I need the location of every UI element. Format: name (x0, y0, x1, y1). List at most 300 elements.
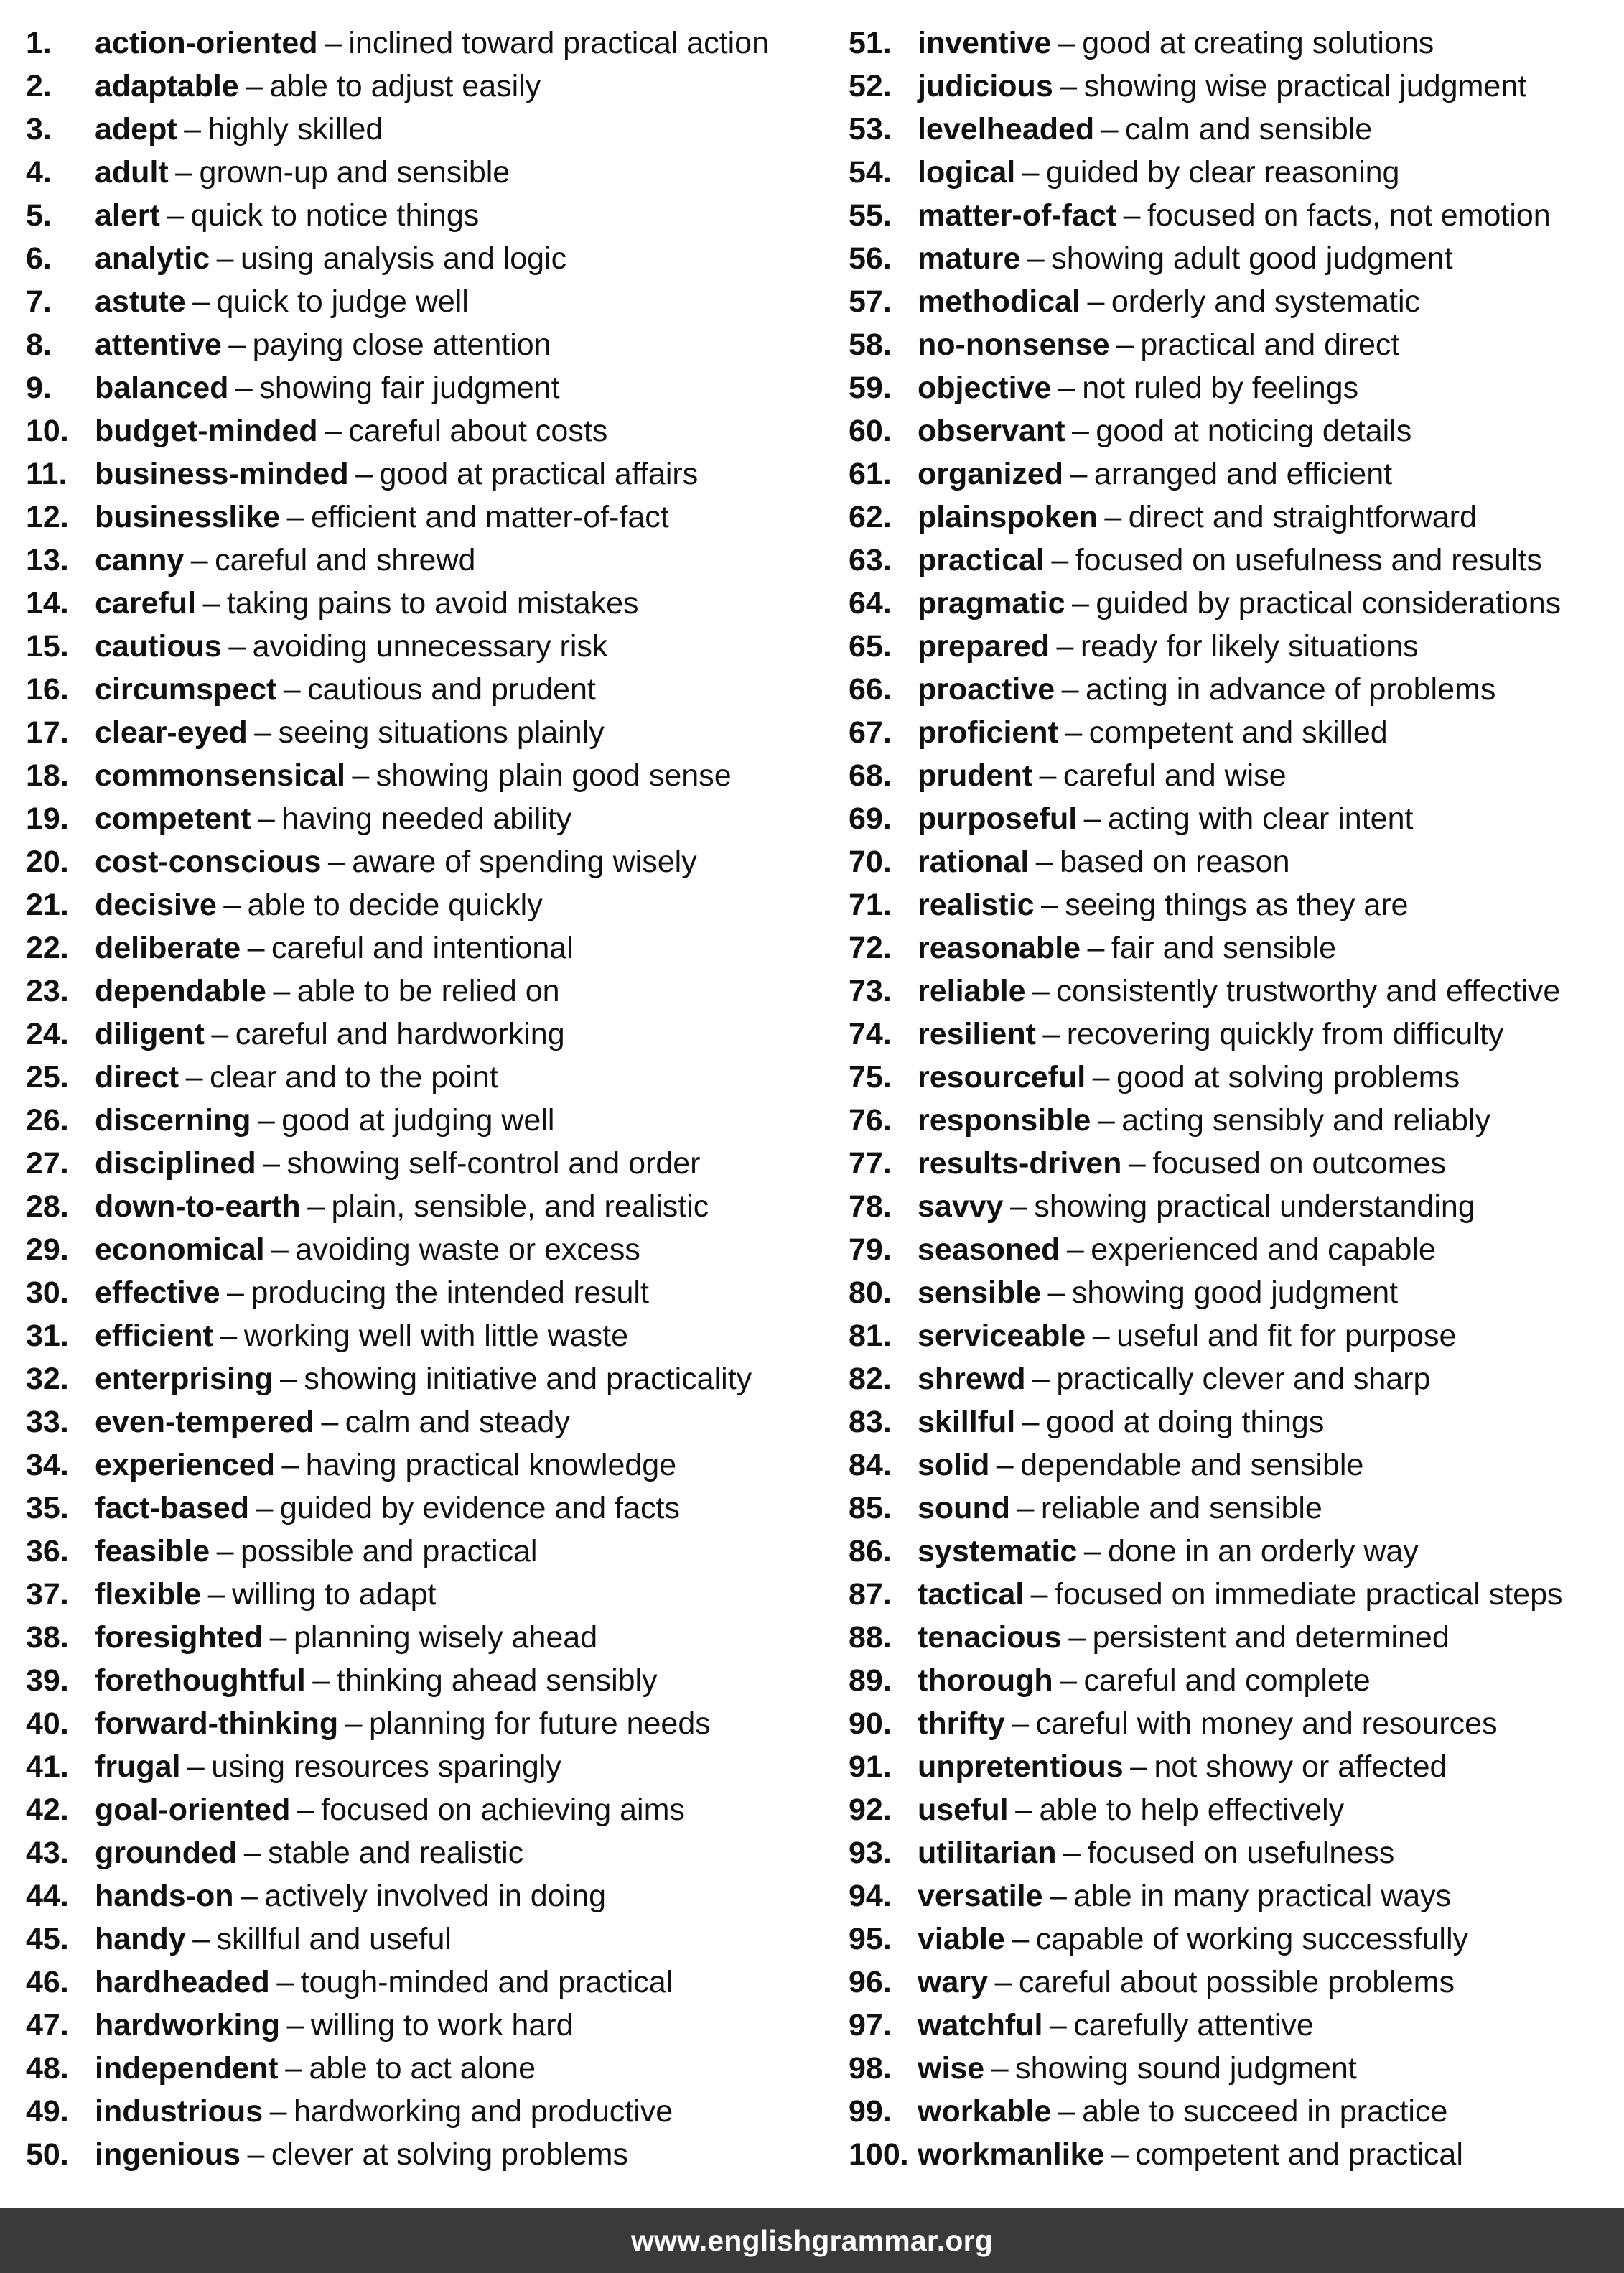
entry-word: prudent (918, 758, 1033, 793)
entry-definition: good at creating solutions (1082, 26, 1434, 60)
word-entry (26, 2004, 816, 2047)
entry-number: 76. (849, 1103, 892, 1138)
entry-definition: able to adjust easily (269, 69, 541, 103)
entry-definition: careful about costs (348, 414, 608, 448)
entry-separator: – (235, 371, 253, 405)
word-entry (849, 1702, 1620, 1745)
word-entry (849, 840, 1620, 883)
entry-word: versatile (918, 1879, 1043, 1913)
entry-number: 98. (849, 2051, 892, 2086)
entry-separator: – (216, 241, 234, 276)
entry-number: 97. (849, 2008, 892, 2042)
entry-separator: – (216, 1534, 234, 1568)
entry-separator: – (1058, 26, 1075, 60)
entry-number: 28. (26, 1189, 69, 1224)
entry-word: budget-minded (95, 414, 318, 448)
entry-definition: fair and sensible (1111, 931, 1337, 965)
entry-word: judicious (918, 69, 1053, 103)
word-entry (849, 1099, 1620, 1142)
entry-word: effective (95, 1275, 220, 1310)
entry-number: 86. (849, 1534, 892, 1568)
entry-separator: – (325, 26, 342, 60)
word-entry (26, 1400, 816, 1444)
entry-word: industrious (95, 2094, 263, 2129)
word-entry (26, 926, 816, 970)
entry-number: 38. (26, 1620, 69, 1655)
entry-number: 13. (26, 543, 69, 577)
entry-definition: calm and sensible (1125, 112, 1373, 147)
entry-separator: – (192, 1922, 210, 1956)
entry-definition: able to decide quickly (247, 888, 543, 922)
word-entry (26, 970, 816, 1013)
word-entry (26, 1573, 816, 1616)
entry-number: 40. (26, 1706, 69, 1741)
entry-word: hands-on (95, 1879, 234, 1913)
entry-separator: – (1092, 1060, 1110, 1094)
entry-number: 46. (26, 1965, 69, 1999)
entry-number: 47. (26, 2008, 69, 2042)
entry-separator: – (254, 715, 272, 750)
entry-definition: focused on facts, not emotion (1147, 198, 1551, 233)
entry-word: canny (95, 543, 185, 577)
entry-definition: based on reason (1060, 845, 1290, 879)
entry-word: analytic (95, 241, 210, 276)
word-entry (26, 1659, 816, 1702)
entry-separator: – (167, 198, 185, 233)
entry-definition: careful and complete (1083, 1663, 1371, 1698)
word-entry (26, 2133, 816, 2176)
entry-word: solid (918, 1448, 990, 1482)
entry-word: frugal (95, 1749, 181, 1784)
entry-number: 51. (849, 26, 892, 60)
entry-number: 63. (849, 543, 892, 577)
entry-number: 3. (26, 112, 52, 147)
entry-number: 35. (26, 1491, 69, 1525)
entry-definition: competent and skilled (1088, 715, 1388, 750)
entry-definition: consistently trustworthy and effective (1056, 974, 1561, 1008)
entry-separator: – (1042, 1017, 1060, 1051)
entry-definition: tough-minded and practical (300, 1965, 673, 1999)
entry-number: 72. (849, 931, 892, 965)
entry-definition: guided by evidence and facts (279, 1491, 680, 1525)
entry-separator: – (283, 672, 301, 707)
word-entry (849, 582, 1620, 625)
word-entry (26, 1056, 816, 1099)
entry-number: 66. (849, 672, 892, 707)
entry-definition: calm and steady (345, 1405, 570, 1439)
entry-separator: – (1065, 715, 1083, 750)
entry-number: 65. (849, 629, 892, 664)
word-entry (26, 1530, 816, 1573)
word-entry (849, 668, 1620, 711)
entry-definition: able to be relied on (297, 974, 560, 1008)
entry-separator: – (190, 543, 208, 577)
entry-word: reasonable (918, 931, 1081, 965)
entry-number: 41. (26, 1749, 69, 1784)
word-entry (849, 280, 1620, 323)
entry-definition: arranged and efficient (1093, 457, 1393, 491)
entry-definition: efficient and matter-of-fact (310, 500, 669, 534)
entry-number: 49. (26, 2094, 69, 2129)
entry-definition: working well with little waste (243, 1319, 628, 1353)
entry-number: 43. (26, 1836, 69, 1870)
entry-number: 62. (849, 500, 892, 534)
word-list-column-right (849, 22, 1620, 2176)
entry-word: handy (95, 1922, 186, 1956)
entry-definition: showing fair judgment (259, 371, 560, 405)
entry-definition: quick to judge well (216, 284, 469, 319)
word-entry (26, 1874, 816, 1918)
entry-word: wary (918, 1965, 989, 1999)
entry-word: action-oriented (95, 26, 318, 60)
entry-word: flexible (95, 1577, 202, 1612)
word-entry (26, 1314, 816, 1357)
entry-word: skillful (918, 1405, 1016, 1439)
entry-word: attentive (95, 327, 222, 362)
word-entry (849, 1788, 1620, 1831)
word-entry (26, 1487, 816, 1530)
entry-separator: – (285, 2051, 302, 2086)
entry-definition: taking pains to avoid mistakes (226, 586, 639, 620)
entry-number: 53. (849, 112, 892, 147)
entry-number: 7. (26, 284, 52, 319)
entry-separator: – (312, 1663, 330, 1698)
entry-definition: careful and intentional (271, 931, 574, 965)
word-entry (26, 1228, 816, 1271)
entry-word: goal-oriented (95, 1793, 291, 1827)
entry-number: 52. (849, 69, 892, 103)
entry-definition: having practical knowledge (305, 1448, 677, 1482)
entry-word: forward-thinking (95, 1706, 339, 1741)
entry-word: enterprising (95, 1362, 274, 1396)
entry-separator: – (1092, 1319, 1110, 1353)
entry-number: 70. (849, 845, 892, 879)
word-entry (849, 1271, 1620, 1314)
entry-definition: focused on immediate practical steps (1055, 1577, 1563, 1612)
word-entry (26, 1444, 816, 1487)
word-entry (849, 237, 1620, 280)
entry-definition: able to help effectively (1039, 1793, 1345, 1827)
entry-number: 100. (849, 2137, 909, 2172)
entry-separator: – (324, 414, 342, 448)
word-entry (849, 1013, 1620, 1056)
entry-definition: focused on outcomes (1152, 1146, 1446, 1181)
entry-separator: – (1111, 2137, 1129, 2172)
entry-word: businesslike (95, 500, 281, 534)
entry-definition: showing sound judgment (1015, 2051, 1357, 2086)
word-entry (26, 108, 816, 151)
entry-number: 32. (26, 1362, 69, 1396)
entry-definition: good at practical affairs (379, 457, 699, 491)
entry-word: wise (918, 2051, 985, 2086)
entry-definition: acting in advance of problems (1086, 672, 1496, 707)
entry-word: workable (918, 2094, 1052, 2129)
entry-separator: – (228, 629, 246, 664)
word-entry (26, 797, 816, 840)
word-entry (849, 797, 1620, 840)
word-entry (26, 409, 816, 452)
word-entry (26, 1616, 816, 1659)
entry-word: competent (95, 801, 251, 836)
entry-separator: – (991, 2051, 1009, 2086)
word-entry (26, 625, 816, 668)
word-entry (849, 108, 1620, 151)
entry-word: watchful (918, 2008, 1043, 2042)
entry-number: 4. (26, 155, 52, 190)
entry-number: 93. (849, 1836, 892, 1870)
entry-separator: – (1070, 457, 1088, 491)
entry-word: savvy (918, 1189, 1004, 1224)
entry-number: 5. (26, 198, 52, 233)
entry-definition: showing plain good sense (375, 758, 732, 793)
entry-separator: – (247, 931, 265, 965)
entry-word: cost-conscious (95, 845, 322, 879)
entry-number: 95. (849, 1922, 892, 1956)
word-entry (26, 1702, 816, 1745)
entry-separator: – (263, 1146, 280, 1181)
entry-word: astute (95, 284, 186, 319)
entry-number: 12. (26, 500, 69, 534)
entry-definition: able to succeed in practice (1082, 2094, 1448, 2129)
entry-separator: – (1032, 974, 1050, 1008)
entry-word: thrifty (918, 1706, 1005, 1741)
word-entry (849, 883, 1620, 926)
word-entry (849, 970, 1620, 1013)
entry-separator: – (1012, 1706, 1030, 1741)
entry-definition: stable and realistic (268, 1836, 524, 1870)
entry-separator: – (1083, 801, 1101, 836)
entry-definition: direct and straightforward (1128, 500, 1477, 534)
entry-definition: good at doing things (1046, 1405, 1325, 1439)
entry-separator: – (1058, 371, 1075, 405)
entry-separator: – (1060, 1663, 1078, 1698)
entry-definition: planning for future needs (369, 1706, 711, 1741)
entry-definition: willing to work hard (310, 2008, 574, 2042)
entry-definition: paying close attention (252, 327, 551, 362)
entry-number: 79. (849, 1232, 892, 1267)
entry-word: responsible (918, 1103, 1091, 1138)
entry-separator: – (1015, 1793, 1033, 1827)
entry-word: reliable (918, 974, 1026, 1008)
word-entry (26, 1099, 816, 1142)
entry-word: clear-eyed (95, 715, 248, 750)
entry-number: 68. (849, 758, 892, 793)
entry-number: 82. (849, 1362, 892, 1396)
word-entry (26, 1271, 816, 1314)
entry-separator: – (1061, 672, 1079, 707)
entry-word: diligent (95, 1017, 205, 1051)
entry-separator: – (1051, 543, 1069, 577)
word-entry (26, 452, 816, 496)
word-entry (26, 1357, 816, 1400)
entry-separator: – (185, 1060, 203, 1094)
entry-separator: – (228, 327, 246, 362)
entry-separator: – (1104, 500, 1122, 534)
entry-separator: – (286, 500, 304, 534)
word-entry (26, 2090, 816, 2133)
entry-separator: – (226, 1275, 244, 1310)
word-entry (26, 65, 816, 108)
entry-definition: highly skilled (207, 112, 383, 147)
word-entry (849, 323, 1620, 366)
entry-word: purposeful (918, 801, 1078, 836)
entry-number: 85. (849, 1491, 892, 1525)
entry-number: 87. (849, 1577, 892, 1612)
entry-definition: good at noticing details (1096, 414, 1412, 448)
entry-number: 58. (849, 327, 892, 362)
entry-number: 88. (849, 1620, 892, 1655)
entry-separator: – (257, 1103, 275, 1138)
entry-definition: able in many practical ways (1073, 1879, 1452, 1913)
entry-separator: – (1097, 1103, 1115, 1138)
entry-number: 39. (26, 1663, 69, 1698)
entry-number: 57. (849, 284, 892, 319)
word-entry (849, 1314, 1620, 1357)
entry-word: inventive (918, 26, 1052, 60)
entry-word: useful (918, 1793, 1009, 1827)
entry-word: results-driven (918, 1146, 1122, 1181)
entry-number: 33. (26, 1405, 69, 1439)
entry-definition: persistent and determined (1092, 1620, 1450, 1655)
entry-definition: aware of spending wisely (352, 845, 697, 879)
entry-separator: – (286, 2008, 304, 2042)
word-entry (849, 1530, 1620, 1573)
entry-number: 11. (26, 457, 67, 491)
entry-number: 15. (26, 629, 69, 664)
entry-definition: careful and shrewd (215, 543, 476, 577)
entry-word: resilient (918, 1017, 1036, 1051)
entry-separator: – (1022, 1405, 1040, 1439)
entry-definition: inclined toward practical action (348, 26, 769, 60)
entry-definition: showing wise practical judgment (1083, 69, 1527, 103)
entry-word: observant (918, 414, 1065, 448)
entry-number: 44. (26, 1879, 69, 1913)
entry-definition: showing good judgment (1071, 1275, 1399, 1310)
entry-separator: – (1017, 1491, 1035, 1525)
entry-word: tactical (918, 1577, 1025, 1612)
entry-separator: – (240, 1879, 258, 1913)
entry-word: dependable (95, 974, 266, 1008)
entry-number: 75. (849, 1060, 892, 1094)
entry-separator: – (327, 845, 345, 879)
entry-definition: willing to adapt (232, 1577, 437, 1612)
entry-number: 74. (849, 1017, 892, 1051)
entry-separator: – (246, 69, 263, 103)
entry-separator: – (1128, 1146, 1146, 1181)
word-entry (849, 1056, 1620, 1099)
entry-definition: focused on usefulness (1087, 1836, 1395, 1870)
entry-word: mature (918, 241, 1021, 276)
entry-separator: – (355, 457, 373, 491)
entry-number: 42. (26, 1793, 69, 1827)
entry-separator: – (1047, 1275, 1065, 1310)
entry-separator: – (1030, 1577, 1048, 1612)
word-entry (26, 1788, 816, 1831)
entry-word: direct (95, 1060, 179, 1094)
entry-word: matter-of-fact (918, 198, 1117, 233)
entry-definition: using resources sparingly (211, 1749, 561, 1784)
entry-definition: able to act alone (309, 2051, 536, 2086)
entry-separator: – (1071, 414, 1089, 448)
entry-word: methodical (918, 284, 1081, 319)
entry-word: realistic (918, 888, 1035, 922)
entry-separator: – (192, 284, 210, 319)
entry-definition: reliable and sensible (1040, 1491, 1322, 1525)
entry-definition: producing the intended result (251, 1275, 649, 1310)
entry-number: 14. (26, 586, 69, 620)
entry-word: deliberate (95, 931, 241, 965)
entry-number: 54. (849, 155, 892, 190)
word-entry (849, 22, 1620, 65)
entry-word: levelheaded (918, 112, 1095, 147)
entry-number: 99. (849, 2094, 892, 2129)
entry-separator: – (1058, 2094, 1075, 2129)
entry-word: utilitarian (918, 1836, 1057, 1870)
entry-separator: – (211, 1017, 229, 1051)
entry-number: 8. (26, 327, 52, 362)
entry-separator: – (1049, 2008, 1067, 2042)
entry-definition: ready for likely situations (1080, 629, 1419, 664)
word-entry (26, 237, 816, 280)
entry-definition: skillful and useful (216, 1922, 452, 1956)
entry-separator: – (281, 1448, 299, 1482)
entry-number: 89. (849, 1663, 892, 1698)
entry-definition: guided by practical considerations (1096, 586, 1562, 620)
entry-separator: – (321, 1405, 339, 1439)
word-entry (849, 2047, 1620, 2090)
word-entry (849, 711, 1620, 754)
entry-word: ingenious (95, 2137, 241, 2172)
entry-number: 29. (26, 1232, 69, 1267)
entry-definition: carefully attentive (1073, 2008, 1314, 2042)
entry-separator: – (1066, 1232, 1084, 1267)
entry-number: 67. (849, 715, 892, 750)
entry-definition: not ruled by feelings (1082, 371, 1359, 405)
entry-number: 90. (849, 1706, 892, 1741)
entry-separator: – (187, 1749, 205, 1784)
entry-number: 21. (26, 888, 69, 922)
entry-definition: experienced and capable (1091, 1232, 1436, 1267)
entry-word: viable (918, 1922, 1005, 1956)
entry-definition: practical and direct (1140, 327, 1400, 362)
entry-separator: – (1087, 931, 1105, 965)
word-entry (849, 65, 1620, 108)
entry-number: 91. (849, 1749, 892, 1784)
entry-definition: clever at solving problems (271, 2137, 628, 2172)
entry-word: thorough (918, 1663, 1053, 1698)
entry-definition: competent and practical (1135, 2137, 1463, 2172)
word-entry (26, 711, 816, 754)
entry-word: seasoned (918, 1232, 1060, 1267)
word-entry (849, 1400, 1620, 1444)
entry-definition: avoiding waste or excess (295, 1232, 640, 1267)
entry-word: plainspoken (918, 500, 1098, 534)
word-list-column-left (26, 22, 816, 2176)
entry-separator: – (273, 974, 291, 1008)
entry-definition: plain, sensible, and realistic (331, 1189, 709, 1224)
word-entry (26, 194, 816, 237)
word-entry (849, 1918, 1620, 1961)
entry-word: discerning (95, 1103, 251, 1138)
entry-word: organized (918, 457, 1064, 491)
entry-separator: – (1116, 327, 1134, 362)
entry-word: pragmatic (918, 586, 1065, 620)
entry-separator: – (1049, 1879, 1067, 1913)
entry-word: fact-based (95, 1491, 250, 1525)
entry-separator: – (1083, 1534, 1101, 1568)
footer-website: www.englishgrammar.org (630, 2223, 994, 2257)
entry-number: 73. (849, 974, 892, 1008)
